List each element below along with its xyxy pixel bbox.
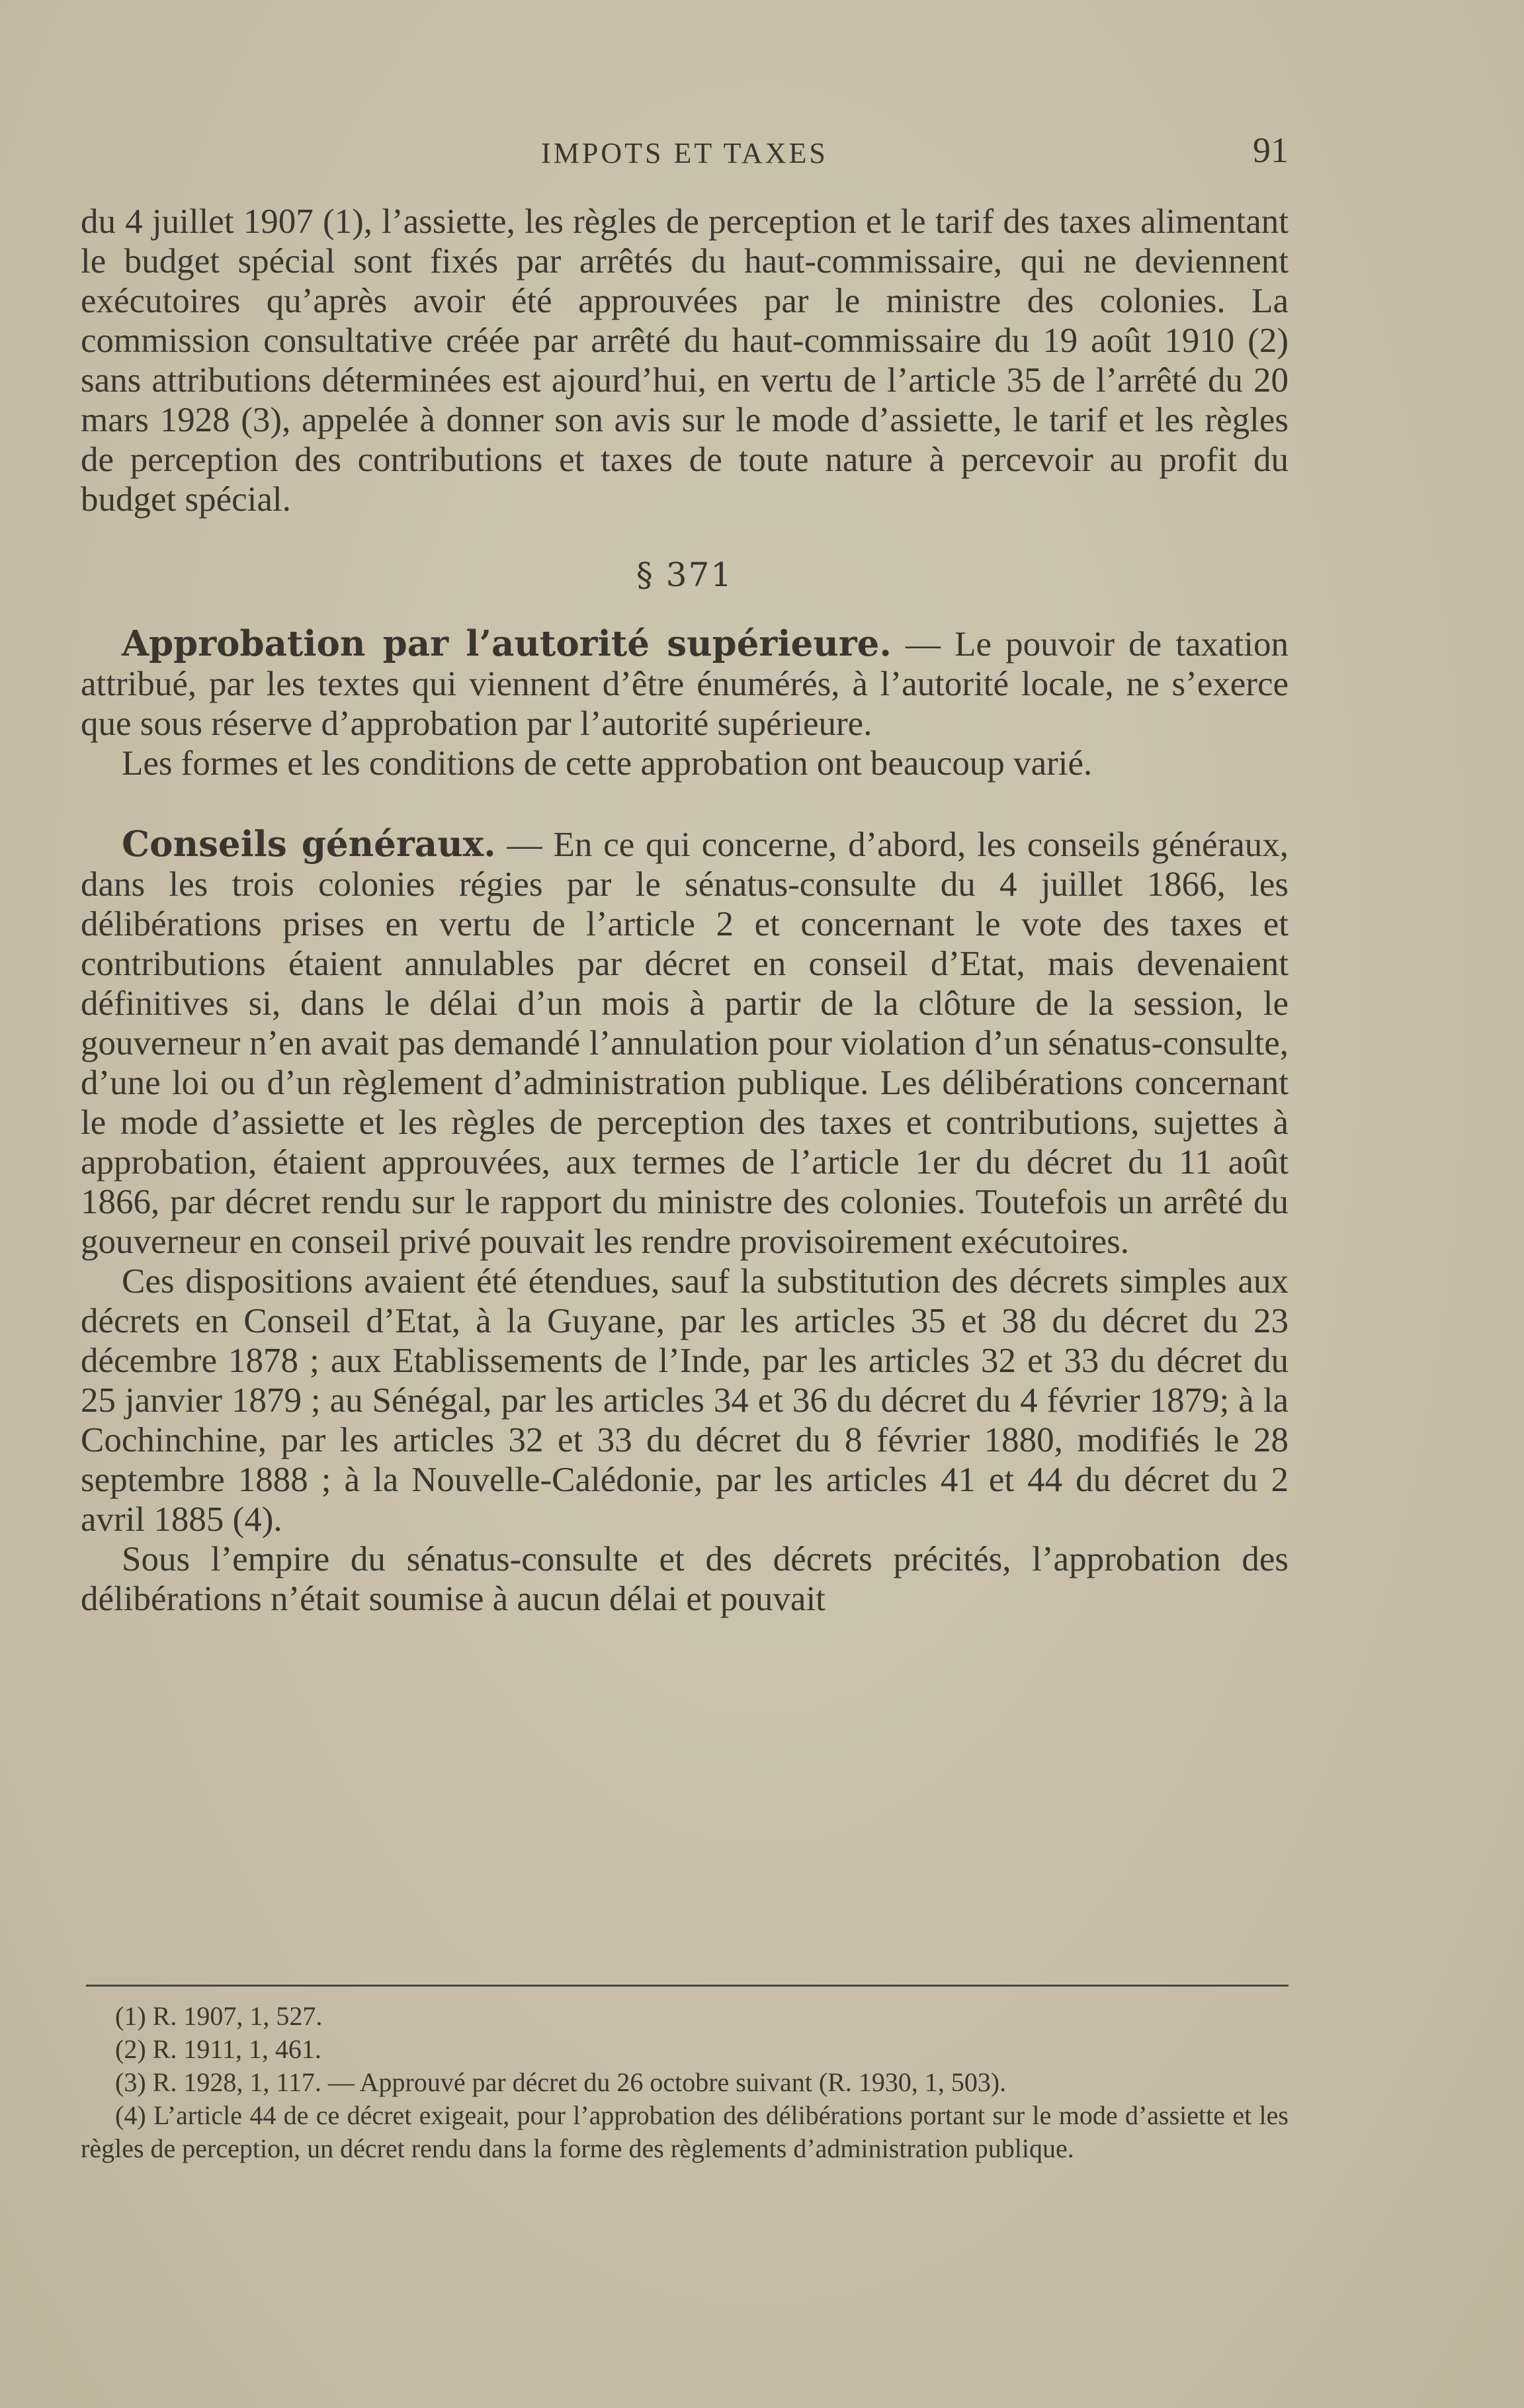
- paragraph-dispositions: Ces dispositions avaient été étendues, sauf la substitution des décrets simples aux décrets en Conseil d’Etat, à la Guyane, par les articles 35 et 38 du décret du 23 décembre 1878 ; aux Etablissements de l’Inde, par les articles 32 et 33 du décret du 25 janvier 1879 ; au Sénégal, par les articles 34 et 36 du décret du 4 février 1879; à la Cochinchine, par les articles 32 et 33 du décret du 8 février 1880, modifiés le 28 septembre 1888 ; à la Nouvelle-Calédonie, par les articles 41 et 44 du décret du 2 avril 1885 (4).: [81, 1262, 1289, 1539]
- paragraph-conseils: [81, 824, 1289, 1262]
- footnote-rule: [86, 1985, 1289, 1987]
- paragraph-approbation-text: — Le pouvoir de taxation attribué, par les textes qui viennent d’être énumérés, à l’autorité locale, ne s’exerce que sous réserve d’approbation par l’autorité supérieure.: [81, 625, 1289, 743]
- paragraph-continuation: du 4 juillet 1907 (1), l’assiette, les règles de perception et le tarif des taxes alimentant le budget spécial sont fixés par arrêtés du haut-commissaire, qui ne deviennent exécutoires qu’après avoir été approuvées par le ministre des colonies. La commission consultative créée par arrêté du haut-commissaire du 19 août 1910 (2) sans attributions déterminées est ajourd’hui, en vertu de l’article 35 de l’arrêté du 20 mars 1928 (3), appelée à donner son avis sur le mode d’assiette, le tarif et les règles de perception des contributions et taxes de toute nature à percevoir au profit du budget spécial.: [81, 202, 1289, 519]
- paragraph-approbation: [81, 624, 1289, 744]
- paragraph-conseils-text: — En ce qui concerne, d’abord, les conseils généraux, dans les trois colonies régies par le sénatus-consulte du 4 juillet 1866, les délibérations prises en vertu de l’article 2 et concernant le vote des taxes et contributions étaient annulables par décret en conseil d’Etat, mais devenaient définitives si, dans le délai d’un mois à partir de la clôture de la session, le gouverneur n’en avait pas demandé l’annulation pour violation d’un sénatus-consulte, d’une loi ou d’un règlement d’administration publique. Les délibérations concernant le mode d’assiette et les règles de perception des taxes et contributions, sujettes à approbation, étaient approuvées, aux termes de l’article 1er du décret du 11 août 1866, par décret rendu sur le rapport du ministre des colonies. Toutefois un arrêté du gouverneur en conseil privé pouvait les rendre provisoirement exécutoires.: [81, 826, 1289, 1261]
- run-in-heading-conseils: Conseils généraux.: [122, 824, 496, 865]
- running-title: IMPOTS ET TAXES: [541, 137, 828, 169]
- run-in-heading-approbation: Approbation par l’autorité supérieure.: [122, 623, 892, 664]
- page-header: [81, 130, 1289, 183]
- paragraph-empire: Sous l’empire du sénatus-consulte et des décrets précités, l’approbation des délibérations n’était soumise à aucun délai et pouvait: [81, 1540, 1289, 1618]
- footnote-4: (4) L’article 44 de ce décret exigeait, pour l’approbation des délibérations portant sur le mode d’assiette et les règles de perception, un décret rendu dans la forme des règlements d’administration publique.: [81, 2100, 1289, 2163]
- paragraph-formes: Les formes et les conditions de cette approbation ont beaucoup varié.: [122, 744, 1093, 783]
- section-number: § 371: [636, 556, 734, 594]
- footnote-2: (2) R. 1911, 1, 461.: [115, 2034, 321, 2064]
- page-number: 91: [1253, 130, 1289, 170]
- main-text: [81, 202, 1289, 1619]
- footnotes: [81, 2000, 1289, 2165]
- footnote-3: (3) R. 1928, 1, 117. — Approuvé par décret du 26 octobre suivant (R. 1930, 1, 503).: [115, 2067, 1007, 2097]
- footnote-1: (1) R. 1907, 1, 527.: [115, 2001, 323, 2031]
